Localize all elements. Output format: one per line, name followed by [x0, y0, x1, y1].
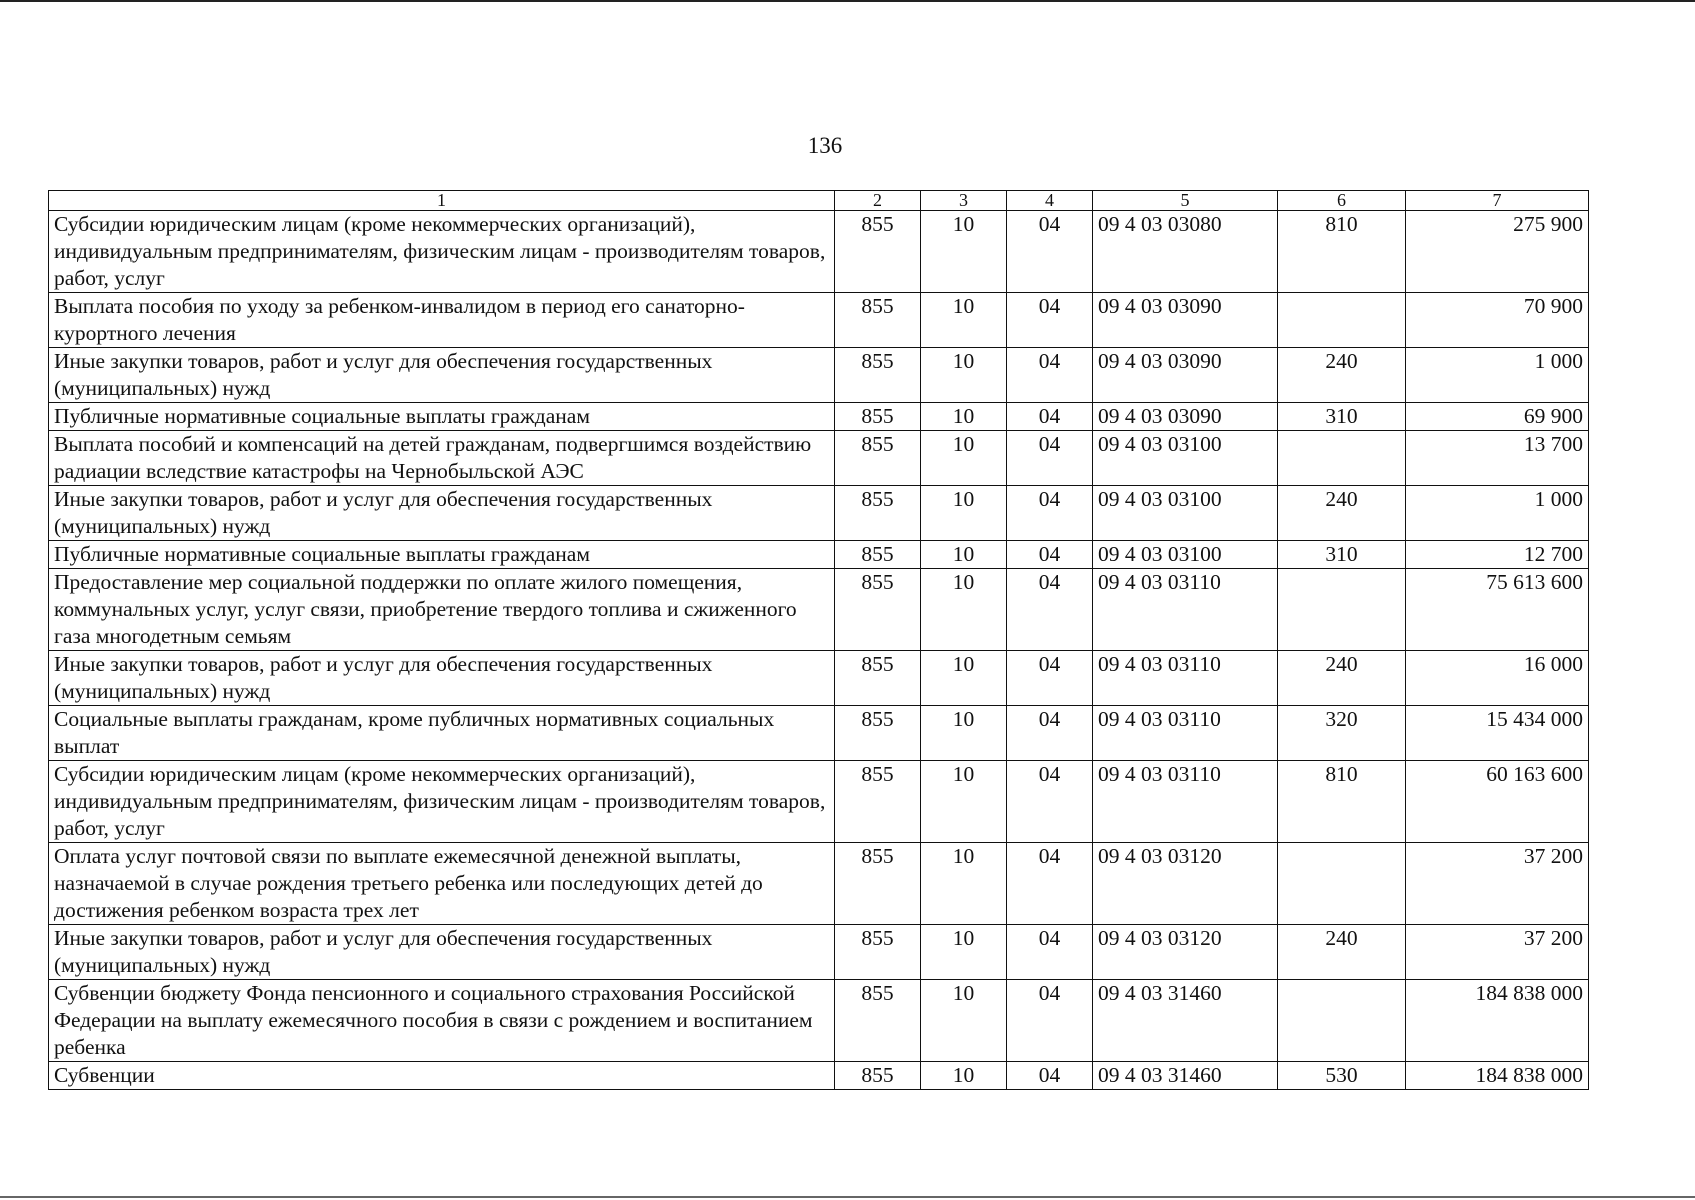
row-amount: 184 838 000 [1406, 1062, 1589, 1090]
row-subsection: 04 [1007, 541, 1093, 569]
row-subsection: 04 [1007, 431, 1093, 486]
top-border-line [0, 0, 1695, 2]
row-section: 10 [921, 761, 1007, 843]
row-expense-type [1278, 293, 1406, 348]
row-subsection: 04 [1007, 1062, 1093, 1090]
row-target-article: 09 4 03 03080 [1093, 211, 1278, 293]
row-ministry-code: 855 [835, 293, 921, 348]
row-target-article: 09 4 03 03110 [1093, 569, 1278, 651]
row-subsection: 04 [1007, 211, 1093, 293]
row-amount: 60 163 600 [1406, 761, 1589, 843]
col-header-7: 7 [1406, 191, 1589, 211]
row-section: 10 [921, 651, 1007, 706]
table-row [49, 348, 1589, 403]
row-name: Субвенции [49, 1062, 835, 1090]
row-name: Выплата пособий и компенсаций на детей гражданам, подвергшимся воздействию радиации вследствие катастрофы на Чернобыльской АЭС [49, 431, 835, 486]
row-name: Предоставление мер социальной поддержки по оплате жилого помещения, коммунальных услуг, услуг связи, приобретение твердого топлива и сжиженного газа многодетным семьям [49, 569, 835, 651]
row-name: Субсидии юридическим лицам (кроме некоммерческих организаций), индивидуальным предпринимателям, физическим лицам - производителям товаров, работ, услуг [49, 761, 835, 843]
table-row [49, 403, 1589, 431]
row-ministry-code: 855 [835, 761, 921, 843]
row-expense-type: 810 [1278, 211, 1406, 293]
row-expense-type: 810 [1278, 761, 1406, 843]
row-expense-type: 320 [1278, 706, 1406, 761]
row-target-article: 09 4 03 03090 [1093, 403, 1278, 431]
row-section: 10 [921, 348, 1007, 403]
table-row [49, 293, 1589, 348]
row-target-article: 09 4 03 03090 [1093, 348, 1278, 403]
table-row [49, 1062, 1589, 1090]
budget-table [48, 190, 1589, 1090]
row-name: Выплата пособия по уходу за ребенком-инвалидом в период его санаторно-курортного лечения [49, 293, 835, 348]
row-subsection: 04 [1007, 293, 1093, 348]
row-name: Иные закупки товаров, работ и услуг для обеспечения государственных (муниципальных) нужд [49, 925, 835, 980]
row-ministry-code: 855 [835, 431, 921, 486]
row-ministry-code: 855 [835, 403, 921, 431]
row-subsection: 04 [1007, 706, 1093, 761]
row-expense-type [1278, 431, 1406, 486]
table-row [49, 486, 1589, 541]
row-amount: 37 200 [1406, 843, 1589, 925]
row-amount: 37 200 [1406, 925, 1589, 980]
row-subsection: 04 [1007, 761, 1093, 843]
table-row [49, 569, 1589, 651]
row-section: 10 [921, 431, 1007, 486]
row-expense-type: 240 [1278, 348, 1406, 403]
row-target-article: 09 4 03 03100 [1093, 541, 1278, 569]
table-row [49, 925, 1589, 980]
row-name: Оплата услуг почтовой связи по выплате ежемесячной денежной выплаты, назначаемой в случае рождения третьего ребенка или последующих детей до достижения ребенком возраста трех лет [49, 843, 835, 925]
row-name: Иные закупки товаров, работ и услуг для обеспечения государственных (муниципальных) нужд [49, 651, 835, 706]
row-target-article: 09 4 03 03110 [1093, 761, 1278, 843]
row-name: Субвенции бюджету Фонда пенсионного и социального страхования Российской Федерации на выплату ежемесячного пособия в связи с рождением и воспитанием ребенка [49, 980, 835, 1062]
row-amount: 1 000 [1406, 486, 1589, 541]
col-header-5: 5 [1093, 191, 1278, 211]
row-section: 10 [921, 843, 1007, 925]
row-name: Субсидии юридическим лицам (кроме некоммерческих организаций), индивидуальным предпринимателям, физическим лицам - производителям товаров, работ, услуг [49, 211, 835, 293]
row-amount: 12 700 [1406, 541, 1589, 569]
row-ministry-code: 855 [835, 980, 921, 1062]
col-header-3: 3 [921, 191, 1007, 211]
row-expense-type [1278, 569, 1406, 651]
row-ministry-code: 855 [835, 651, 921, 706]
col-header-6: 6 [1278, 191, 1406, 211]
row-target-article: 09 4 03 03090 [1093, 293, 1278, 348]
row-ministry-code: 855 [835, 211, 921, 293]
row-section: 10 [921, 925, 1007, 980]
page-number: 136 [807, 133, 843, 158]
row-target-article: 09 4 03 03110 [1093, 651, 1278, 706]
table-row [49, 761, 1589, 843]
table-row [49, 431, 1589, 486]
row-subsection: 04 [1007, 348, 1093, 403]
row-section: 10 [921, 541, 1007, 569]
col-header-4: 4 [1007, 191, 1093, 211]
row-ministry-code: 855 [835, 569, 921, 651]
row-expense-type [1278, 980, 1406, 1062]
row-name: Публичные нормативные социальные выплаты гражданам [49, 403, 835, 431]
table-row [49, 843, 1589, 925]
row-section: 10 [921, 211, 1007, 293]
header-row [49, 191, 1589, 211]
bottom-border-line [0, 1196, 1695, 1198]
row-expense-type: 240 [1278, 486, 1406, 541]
table-body [49, 211, 1589, 1090]
table-row [49, 706, 1589, 761]
table-row [49, 651, 1589, 706]
row-ministry-code: 855 [835, 843, 921, 925]
row-section: 10 [921, 293, 1007, 348]
row-expense-type: 310 [1278, 403, 1406, 431]
row-expense-type: 310 [1278, 541, 1406, 569]
row-ministry-code: 855 [835, 486, 921, 541]
row-target-article: 09 4 03 03120 [1093, 843, 1278, 925]
row-section: 10 [921, 403, 1007, 431]
row-amount: 184 838 000 [1406, 980, 1589, 1062]
row-name: Иные закупки товаров, работ и услуг для обеспечения государственных (муниципальных) нужд [49, 348, 835, 403]
row-subsection: 04 [1007, 486, 1093, 541]
row-target-article: 09 4 03 03100 [1093, 486, 1278, 541]
row-section: 10 [921, 486, 1007, 541]
row-expense-type [1278, 843, 1406, 925]
row-section: 10 [921, 1062, 1007, 1090]
row-target-article: 09 4 03 31460 [1093, 1062, 1278, 1090]
row-ministry-code: 855 [835, 706, 921, 761]
row-subsection: 04 [1007, 569, 1093, 651]
table-row [49, 211, 1589, 293]
row-amount: 70 900 [1406, 293, 1589, 348]
row-subsection: 04 [1007, 403, 1093, 431]
row-name: Иные закупки товаров, работ и услуг для обеспечения государственных (муниципальных) нужд [49, 486, 835, 541]
row-target-article: 09 4 03 03100 [1093, 431, 1278, 486]
row-name: Социальные выплаты гражданам, кроме публичных нормативных социальных выплат [49, 706, 835, 761]
row-subsection: 04 [1007, 843, 1093, 925]
row-expense-type: 240 [1278, 651, 1406, 706]
row-amount: 75 613 600 [1406, 569, 1589, 651]
row-amount: 1 000 [1406, 348, 1589, 403]
col-header-2: 2 [835, 191, 921, 211]
row-ministry-code: 855 [835, 1062, 921, 1090]
row-amount: 15 434 000 [1406, 706, 1589, 761]
row-ministry-code: 855 [835, 541, 921, 569]
row-subsection: 04 [1007, 651, 1093, 706]
row-section: 10 [921, 706, 1007, 761]
row-subsection: 04 [1007, 925, 1093, 980]
row-amount: 13 700 [1406, 431, 1589, 486]
row-subsection: 04 [1007, 980, 1093, 1062]
row-name: Публичные нормативные социальные выплаты гражданам [49, 541, 835, 569]
row-amount: 16 000 [1406, 651, 1589, 706]
row-expense-type: 530 [1278, 1062, 1406, 1090]
row-target-article: 09 4 03 03110 [1093, 706, 1278, 761]
table-row [49, 541, 1589, 569]
row-section: 10 [921, 569, 1007, 651]
row-ministry-code: 855 [835, 925, 921, 980]
col-header-1: 1 [49, 191, 835, 211]
table-row [49, 980, 1589, 1062]
row-target-article: 09 4 03 31460 [1093, 980, 1278, 1062]
row-section: 10 [921, 980, 1007, 1062]
row-ministry-code: 855 [835, 348, 921, 403]
row-amount: 275 900 [1406, 211, 1589, 293]
row-expense-type: 240 [1278, 925, 1406, 980]
row-target-article: 09 4 03 03120 [1093, 925, 1278, 980]
row-amount: 69 900 [1406, 403, 1589, 431]
